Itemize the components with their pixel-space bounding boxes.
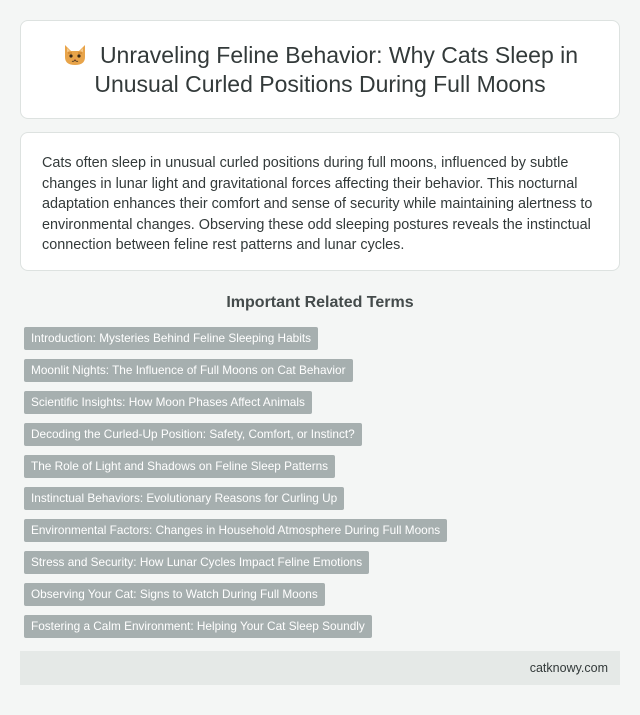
term-tag[interactable]: Observing Your Cat: Signs to Watch During Full Moons <box>24 583 325 606</box>
footer-site-link[interactable]: catknowy.com <box>529 661 608 675</box>
term-tag[interactable]: Environmental Factors: Changes in Household Atmosphere During Full Moons <box>24 519 447 542</box>
term-tag[interactable]: Instinctual Behaviors: Evolutionary Reasons for Curling Up <box>24 487 344 510</box>
term-tag[interactable]: Fostering a Calm Environment: Helping Your Cat Sleep Soundly <box>24 615 372 638</box>
summary-text: Cats often sleep in unusual curled positions during full moons, influenced by subtle changes in lunar light and gravitational forces affecting their behavior. This nocturnal adaptation enhances their comfort and sense of security while maintaining alertness to environmental changes. Observing these odd sleeping postures reveals the instinctual connection between feline rest patterns and lunar cycles. <box>42 155 593 253</box>
term-tag[interactable]: Scientific Insights: How Moon Phases Affect Animals <box>24 391 312 414</box>
title-card <box>20 20 620 119</box>
page-title <box>45 41 595 99</box>
related-terms-heading: Important Related Terms <box>226 294 414 311</box>
term-tag[interactable]: Moonlit Nights: The Influence of Full Moons on Cat Behavior <box>24 359 353 382</box>
cat-face-icon <box>62 43 88 67</box>
page-title-text: Unraveling Feline Behavior: Why Cats Sleep in Unusual Curled Positions During Full Moons <box>94 41 579 97</box>
related-terms-list <box>24 327 640 638</box>
term-tag[interactable]: Decoding the Curled-Up Position: Safety, Comfort, or Instinct? <box>24 423 362 446</box>
footer <box>20 651 620 685</box>
term-tag[interactable]: Introduction: Mysteries Behind Feline Sleeping Habits <box>24 327 318 350</box>
term-tag[interactable]: The Role of Light and Shadows on Feline Sleep Patterns <box>24 455 335 478</box>
term-tag[interactable]: Stress and Security: How Lunar Cycles Impact Feline Emotions <box>24 551 369 574</box>
summary-card <box>20 132 620 271</box>
